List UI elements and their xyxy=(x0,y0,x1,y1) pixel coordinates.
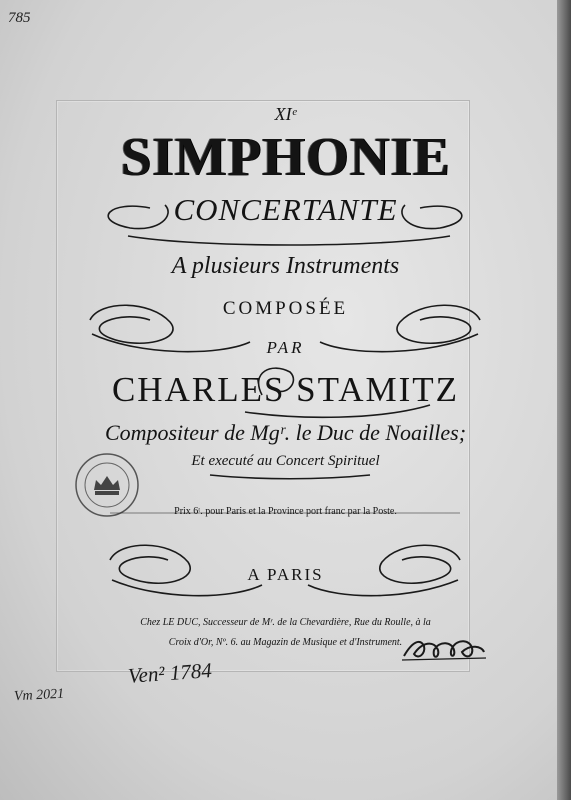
catalog-number: 785 xyxy=(8,10,31,26)
publisher-line-1: Chez LE DUC, Successeur de Mʳ. de la Chevardière, Rue du Roulle, à la xyxy=(140,617,431,628)
by-line: PAR xyxy=(266,338,305,357)
symphony-numeral: XIᵉ xyxy=(274,104,297,124)
publisher-line-2: Croix d'Or, Nº. 6. au Magazin de Musique et d'Instrument. xyxy=(168,637,403,648)
subtitle: CONCERTANTE xyxy=(173,192,398,227)
composer-name: CHARLES STAMITZ xyxy=(111,370,460,409)
city-line: A PARIS xyxy=(247,565,324,584)
library-stamp-icon xyxy=(72,450,142,520)
price-line: Prix 6ᵗ. pour Paris et la Province port franc par la Poste. xyxy=(174,506,397,517)
composed-line: COMPOSÉE xyxy=(222,298,349,319)
handwritten-date: Ven² 1784 xyxy=(127,658,213,688)
handwritten-shelfmark: Vm 2021 xyxy=(13,686,65,705)
page-title: SIMPHONIE xyxy=(120,126,451,187)
publisher-signature-icon xyxy=(400,632,488,666)
performance-note: Et executé au Concert Spirituel xyxy=(191,453,380,469)
composer-title: Compositeur de Mgʳ. le Duc de Noailles; xyxy=(104,420,467,445)
instruments-line: A plusieurs Instruments xyxy=(171,253,400,279)
